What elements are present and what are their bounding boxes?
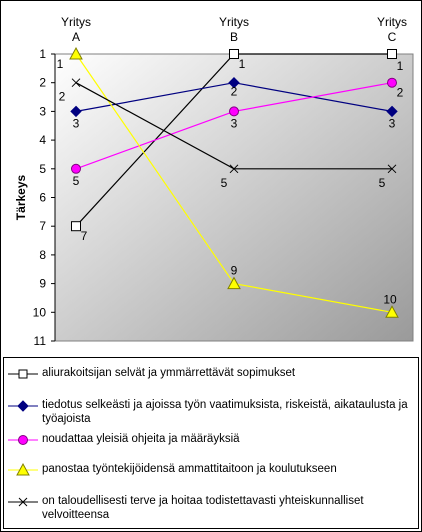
data-label: 2 (58, 89, 66, 104)
data-label: 1 (396, 59, 404, 73)
data-label: 5 (378, 175, 386, 190)
data-label: 1 (238, 57, 246, 71)
chart-svg (1, 1, 421, 357)
data-label: 1 (56, 57, 64, 71)
data-label: 3 (388, 116, 396, 131)
data-label: 3 (72, 116, 80, 131)
y-tick-label: 7 (39, 219, 46, 234)
y-tick-label: 3 (39, 104, 46, 119)
y-tick-label: 11 (33, 334, 46, 348)
data-point-square (72, 222, 81, 231)
y-tick-label: 8 (39, 247, 46, 262)
legend-label: aliurakoitsijan selvät ja ymmärrettävät sopimukset (42, 367, 296, 379)
square-marker-icon (4, 366, 42, 382)
y-tick-label: 1 (39, 47, 46, 61)
data-label: 2 (396, 85, 404, 100)
data-label: 9 (230, 263, 238, 278)
circle-marker-icon (4, 432, 42, 448)
category-label: Yritys (61, 15, 91, 29)
data-point-circle (388, 78, 397, 87)
y-tick-label: 6 (39, 190, 46, 205)
y-tick-label: 10 (32, 305, 46, 320)
data-label: 2 (230, 84, 238, 99)
category-label-letter: A (71, 30, 81, 44)
data-point-circle (72, 164, 81, 173)
data-point-square (388, 50, 397, 59)
data-label: 10 (383, 292, 397, 307)
data-label: 5 (220, 175, 228, 190)
legend-label: on taloudellisesti terve ja hoitaa todistettavasti yhteiskunnalliset velvoitteensa (42, 495, 364, 521)
legend-label: tiedotus selkeästi ja ajoissa työn vaatimuksista, riskeistä, aikataulusta ja työajoista (42, 399, 408, 425)
y-tick-label: 5 (39, 161, 46, 176)
diamond-marker-icon (4, 398, 42, 414)
data-point-square (230, 50, 239, 59)
triangle-marker-icon (4, 462, 42, 478)
y-axis-title: Tärkeys (14, 174, 28, 221)
data-label: 3 (230, 116, 238, 131)
legend-label: panostaa työntekijöidensä ammattitaitoon ja koulutukseen (42, 463, 337, 475)
x-marker-icon (4, 494, 42, 510)
data-point-circle (230, 107, 239, 116)
category-label: Yritys (377, 15, 407, 29)
legend (3, 357, 419, 529)
category-label: Yritys (219, 15, 249, 29)
data-label: 5 (72, 173, 80, 188)
y-tick-label: 9 (39, 276, 46, 291)
category-label-letter: C (387, 30, 397, 44)
data-label: 7 (80, 229, 88, 244)
category-label-letter: B (229, 30, 239, 44)
y-tick-label: 2 (39, 75, 46, 90)
legend-label: noudattaa yleisiä ohjeita ja määräyksiä (42, 433, 240, 445)
y-tick-label: 4 (39, 133, 46, 148)
